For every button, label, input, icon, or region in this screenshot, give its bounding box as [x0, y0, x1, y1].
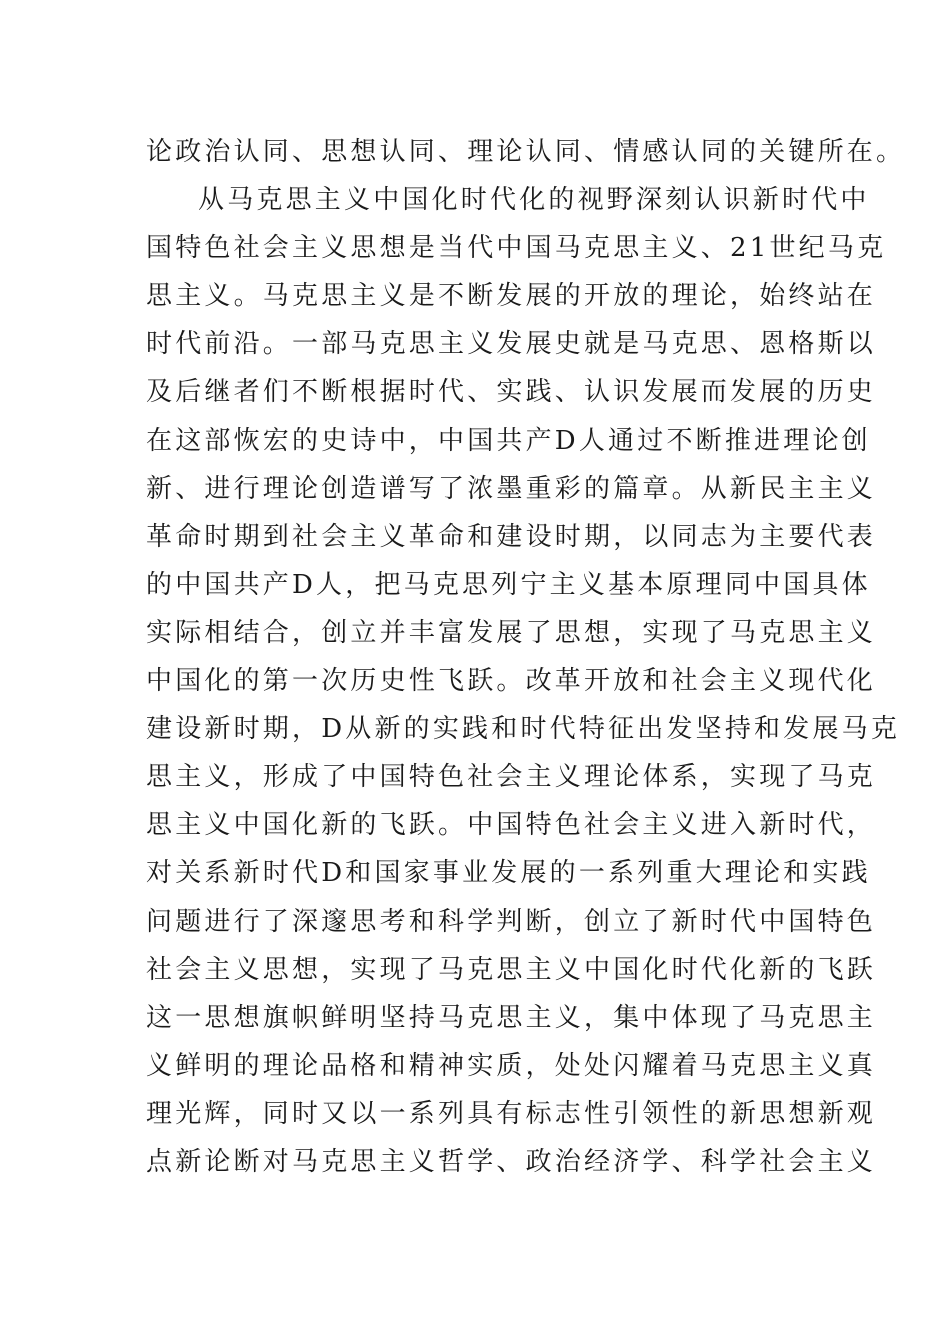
text-line: 社会主义思想，实现了马克思主义中国化时代化新的飞跃: [146, 954, 877, 985]
text-line: 问题进行了深邃思考和科学判断，创立了新时代中国特色: [146, 906, 877, 937]
text-line: 新、进行理论创造谱写了浓墨重彩的篇章。从新民主主义: [146, 473, 877, 504]
text-line: 时代前沿。一部马克思主义发展史就是马克思、恩格斯以: [146, 329, 877, 360]
text-line: 理光辉，同时又以一系列具有标志性引领性的新思想新观: [146, 1098, 877, 1129]
text-line: 思主义，形成了中国特色社会主义理论体系，实现了马克: [146, 762, 877, 793]
text-line: 建设新时期，D从新的实践和时代特征出发坚持和发展马克: [146, 714, 901, 745]
text-line: 中国化的第一次历史性飞跃。改革开放和社会主义现代化: [146, 666, 877, 697]
text-line: 论政治认同、思想认同、理论认同、情感认同的关键所在。: [146, 137, 906, 167]
text-line: 对关系新时代D和国家事业发展的一系列重大理论和实践: [146, 858, 871, 889]
text-line: 思主义中国化新的飞跃。中国特色社会主义进入新时代，: [146, 810, 877, 841]
text-line: 点新论断对马克思主义哲学、政治经济学、科学社会主义: [146, 1146, 877, 1177]
text-line: 革命时期到社会主义革命和建设时期，以同志为主要代表: [146, 521, 877, 552]
text-line: 这一思想旗帜鲜明坚持马克思主义，集中体现了马克思主: [146, 1002, 877, 1033]
text-line: 思主义。马克思主义是不断发展的开放的理论，始终站在: [146, 281, 877, 312]
text-line: 及后继者们不断根据时代、实践、认识发展而发展的历史: [146, 377, 877, 408]
text-line: 实际相结合，创立并丰富发展了思想，实现了马克思主义: [146, 617, 877, 648]
paragraph-first-line: 从马克思主义中国化时代化的视野深刻认识新时代中: [198, 185, 870, 216]
text-line: 的中国共产D人，把马克思列宁主义基本原理同中国具体: [146, 569, 871, 600]
body-text: [146, 128, 906, 1186]
text-line: 国特色社会主义思想是当代中国马克思主义、21世纪马克: [146, 233, 887, 264]
text-line: 在这部恢宏的史诗中，中国共产D人通过不断推进理论创: [146, 425, 871, 456]
text-line: 义鲜明的理论品格和精神实质，处处闪耀着马克思主义真: [146, 1050, 877, 1081]
